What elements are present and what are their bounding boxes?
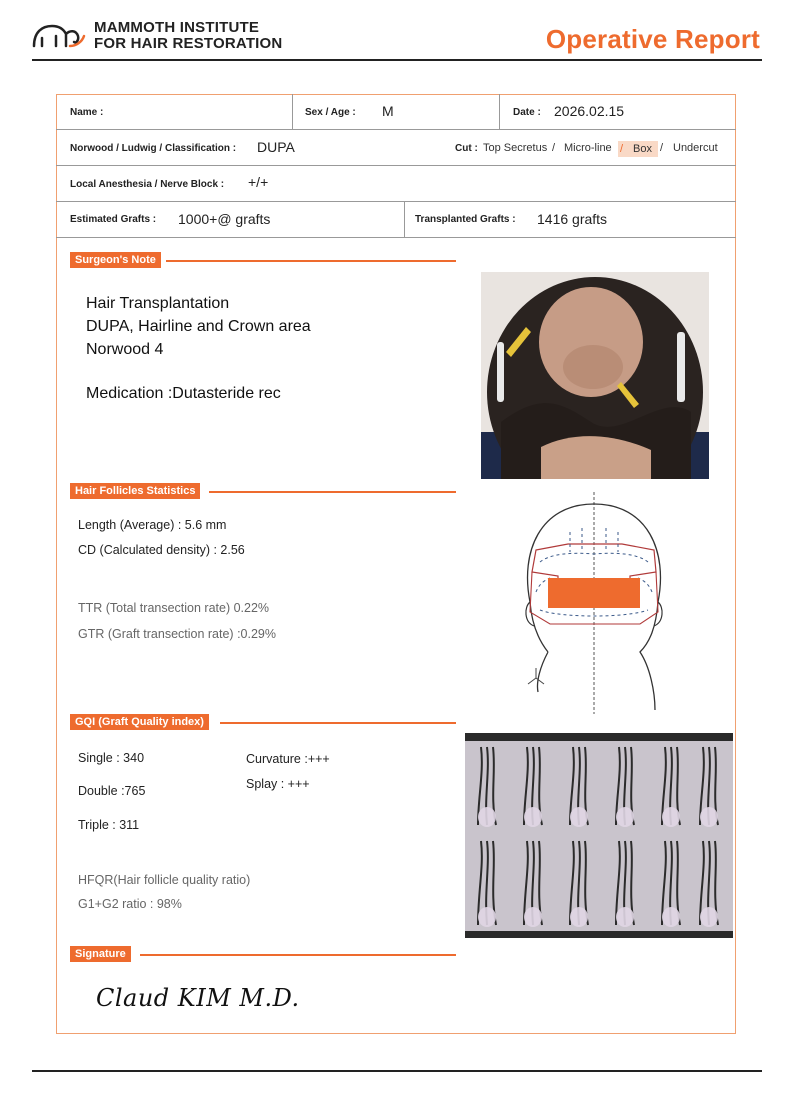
stat-ttr: TTR (Total transection rate) 0.22% bbox=[78, 601, 270, 615]
info-row-4 bbox=[56, 202, 736, 238]
stat-length: Length (Average) : 5.6 mm bbox=[78, 518, 227, 532]
gqi-single: Single : 340 bbox=[78, 751, 145, 765]
section-rule bbox=[166, 260, 456, 262]
note-line: Hair Transplantation bbox=[86, 295, 230, 312]
date-value: 2026.02.15 bbox=[554, 103, 625, 119]
date-label: Date : bbox=[513, 107, 541, 118]
scalp-photo bbox=[481, 272, 709, 479]
gqi-ratio: G1+G2 ratio : 98% bbox=[78, 897, 182, 911]
info-row-2 bbox=[56, 130, 736, 166]
classification-label: Norwood / Ludwig / Classification : bbox=[70, 143, 237, 154]
transplanted-grafts-value: 1416 grafts bbox=[537, 211, 608, 227]
note-line: Norwood 4 bbox=[86, 341, 164, 358]
cut-separator: / bbox=[552, 142, 556, 154]
name-label: Name : bbox=[70, 107, 104, 118]
cut-selected-highlight bbox=[618, 141, 658, 157]
note-line: Medication :Dutasteride rec bbox=[86, 385, 281, 402]
head-diagram bbox=[510, 492, 690, 714]
cut-option-micro-line: Micro-line bbox=[564, 142, 612, 154]
gqi-triple: Triple : 311 bbox=[78, 818, 140, 832]
cut-option-undercut: Undercut bbox=[673, 142, 718, 154]
mammoth-icon bbox=[32, 22, 88, 50]
logo-text bbox=[94, 20, 282, 52]
classification-value: DUPA bbox=[257, 139, 295, 155]
cut-option-box: Box bbox=[633, 143, 652, 155]
info-row-1 bbox=[56, 94, 736, 130]
divider bbox=[292, 94, 293, 130]
stat-cd: CD (Calculated density) : 2.56 bbox=[78, 543, 245, 557]
logo-line-1: MAMMOTH INSTITUTE bbox=[94, 19, 260, 36]
footer-rule bbox=[32, 1070, 762, 1072]
cut-label: Cut : bbox=[455, 143, 478, 154]
sex-age-value: M bbox=[382, 103, 394, 119]
section-rule bbox=[220, 722, 456, 724]
gqi-double: Double :765 bbox=[78, 784, 146, 798]
divider bbox=[404, 202, 405, 238]
info-row-3 bbox=[56, 166, 736, 202]
section-rule bbox=[140, 954, 456, 956]
cut-separator: / bbox=[620, 143, 624, 155]
gqi-title: GQI (Graft Quality index) bbox=[70, 714, 209, 730]
section-rule bbox=[209, 491, 456, 493]
signature-title: Signature bbox=[70, 946, 131, 962]
surgeon-note-title: Surgeon's Note bbox=[70, 252, 161, 268]
transplanted-grafts-label: Transplanted Grafts : bbox=[415, 214, 516, 225]
surgeon-signature: Claud KIM M.D. bbox=[96, 984, 300, 1012]
gqi-curvature: Curvature :+++ bbox=[246, 752, 330, 766]
logo-line-2: FOR HAIR RESTORATION bbox=[94, 35, 283, 52]
anesthesia-label: Local Anesthesia / Nerve Block : bbox=[70, 179, 225, 190]
graft-photo bbox=[465, 733, 733, 938]
gqi-splay: Splay : +++ bbox=[246, 777, 310, 791]
divider bbox=[499, 94, 500, 130]
estimated-grafts-label: Estimated Grafts : bbox=[70, 214, 157, 225]
anesthesia-value: +/+ bbox=[248, 174, 269, 190]
sex-age-label: Sex / Age : bbox=[305, 107, 356, 118]
gqi-hfqr: HFQR(Hair follicle quality ratio) bbox=[78, 873, 251, 887]
follicle-stats-title: Hair Follicles Statistics bbox=[70, 483, 200, 499]
report-title: Operative Report bbox=[545, 24, 760, 54]
stat-gtr: GTR (Graft transection rate) :0.29% bbox=[78, 627, 276, 641]
header-rule bbox=[32, 59, 762, 61]
cut-separator: / bbox=[660, 142, 664, 154]
estimated-grafts-value: 1000+@ grafts bbox=[178, 211, 271, 227]
cut-option-top-secretus: Top Secretus bbox=[483, 142, 548, 154]
note-line: DUPA, Hairline and Crown area bbox=[86, 318, 311, 335]
institute-logo bbox=[32, 18, 292, 54]
